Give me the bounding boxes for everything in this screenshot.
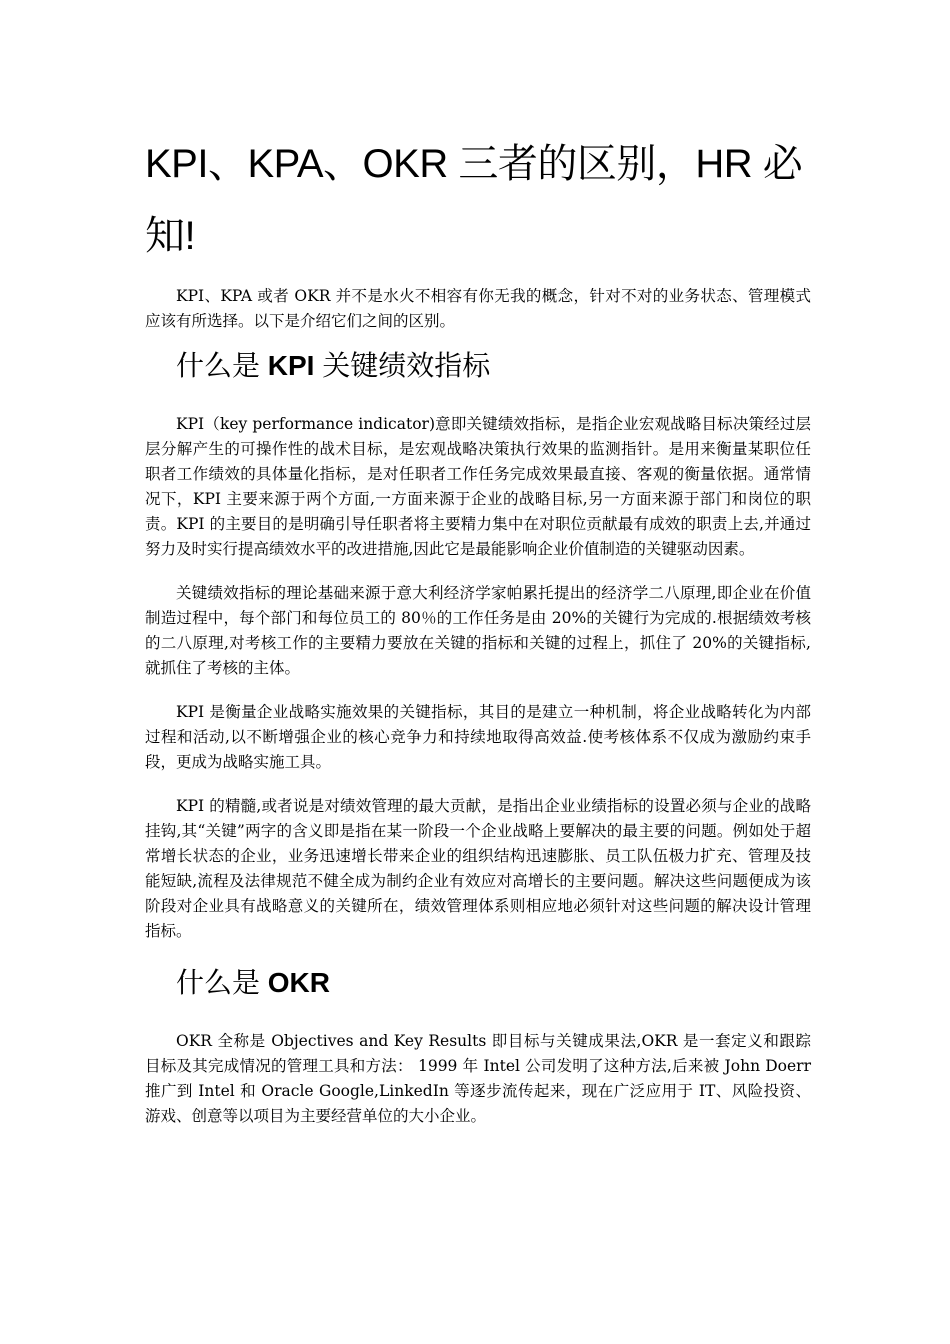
document-page — [145, 128, 811, 1148]
heading-suffix: 关键绩效指标 — [314, 350, 491, 381]
heading-prefix: 什么是 — [176, 350, 268, 381]
kpi-paragraph-4: KPI 的精髓,或者说是对绩效管理的最大贡献，是指出企业业绩指标的设置必须与企业的战略挂钩,其“关键”两字的含义即是指在某一阶段一个企业战略上要解决的最主要的问题。例如处于超常增长状态的企业，业务迅速增长带来企业的组织结构迅速膨胀、员工队伍极力扩充、管理及技能短缺,流程及法律规范不健全成为制约企业有效应对高增长的主要问题。解决这些问题便成为该阶段对企业具有战略意义的关键所在，绩效管理体系则相应地必须针对这些问题的解决设计管理指标。 — [145, 797, 811, 940]
heading-bold: OKR — [267, 967, 331, 998]
heading-bold: KPI — [267, 350, 315, 381]
intro-paragraph: KPI、KPA 或者 OKR 并不是水火不相容有你无我的概念，针对不对的业务状态、管理模式应该有所选择。以下是介绍它们之间的区别。 — [145, 287, 811, 330]
section-heading-kpi — [176, 346, 811, 386]
kpi-paragraph-1: KPI（key performance indicator)意即关键绩效指标，是指企业宏观战略目标决策经过层层分解产生的可操作性的战术目标，是宏观战略决策执行效果的监测指针。是用来衡量某职位任职者工作绩效的具体量化指标，是对任职者工作任务完成效果最直接、客观的衡量依据。通常情况下，KPI 主要来源于两个方面,一方面来源于企业的战略目标,另一方面来源于部门和岗位的职责。KPI 的主要目的是明确引导任职者将主要精力集中在对职位贡献最有成效的职责上去,并通过努力及时实行提高绩效水平的改进措施,因此它是最能影响企业价值制造的关键驱动因素。 — [145, 415, 811, 558]
okr-paragraph-1: OKR 全称是 Objectives and Key Results 即目标与关键成果法,OKR 是一套定义和跟踪目标及其完成情况的管理工具和方法： 1999 年 Intel 公司发明了这种方法,后来被 John Doerr 推广到 Intel 和 Oracle Google,LinkedIn 等逐步流传起来，现在广泛应用于 IT、风险投资、游戏、创意等以项目为主要经营单位的大小企业。 — [145, 1032, 811, 1125]
section-heading-okr — [176, 963, 811, 1003]
kpi-paragraph-3: KPI 是衡量企业战略实施效果的关键指标，其目的是建立一种机制，将企业战略转化为内部过程和活动,以不断增强企业的核心竞争力和持续地取得高效益.使考核体系不仅成为激励约束手段，更成为战略实施工具。 — [145, 703, 811, 771]
kpi-paragraph-2: 关键绩效指标的理论基础来源于意大利经济学家帕累托提出的经济学二八原理,即企业在价值制造过程中，每个部门和每位员工的 80％的工作任务是由 20%的关键行为完成的.根据绩效考核的二八原理,对考核工作的主要精力要放在关键的指标和关键的过程上，抓住了 20%的关键指标,就抓住了考核的主体。 — [145, 584, 811, 677]
heading-prefix: 什么是 — [176, 967, 268, 998]
document-title: KPI、KPA、OKR 三者的区别，HR 必知! — [145, 142, 803, 258]
